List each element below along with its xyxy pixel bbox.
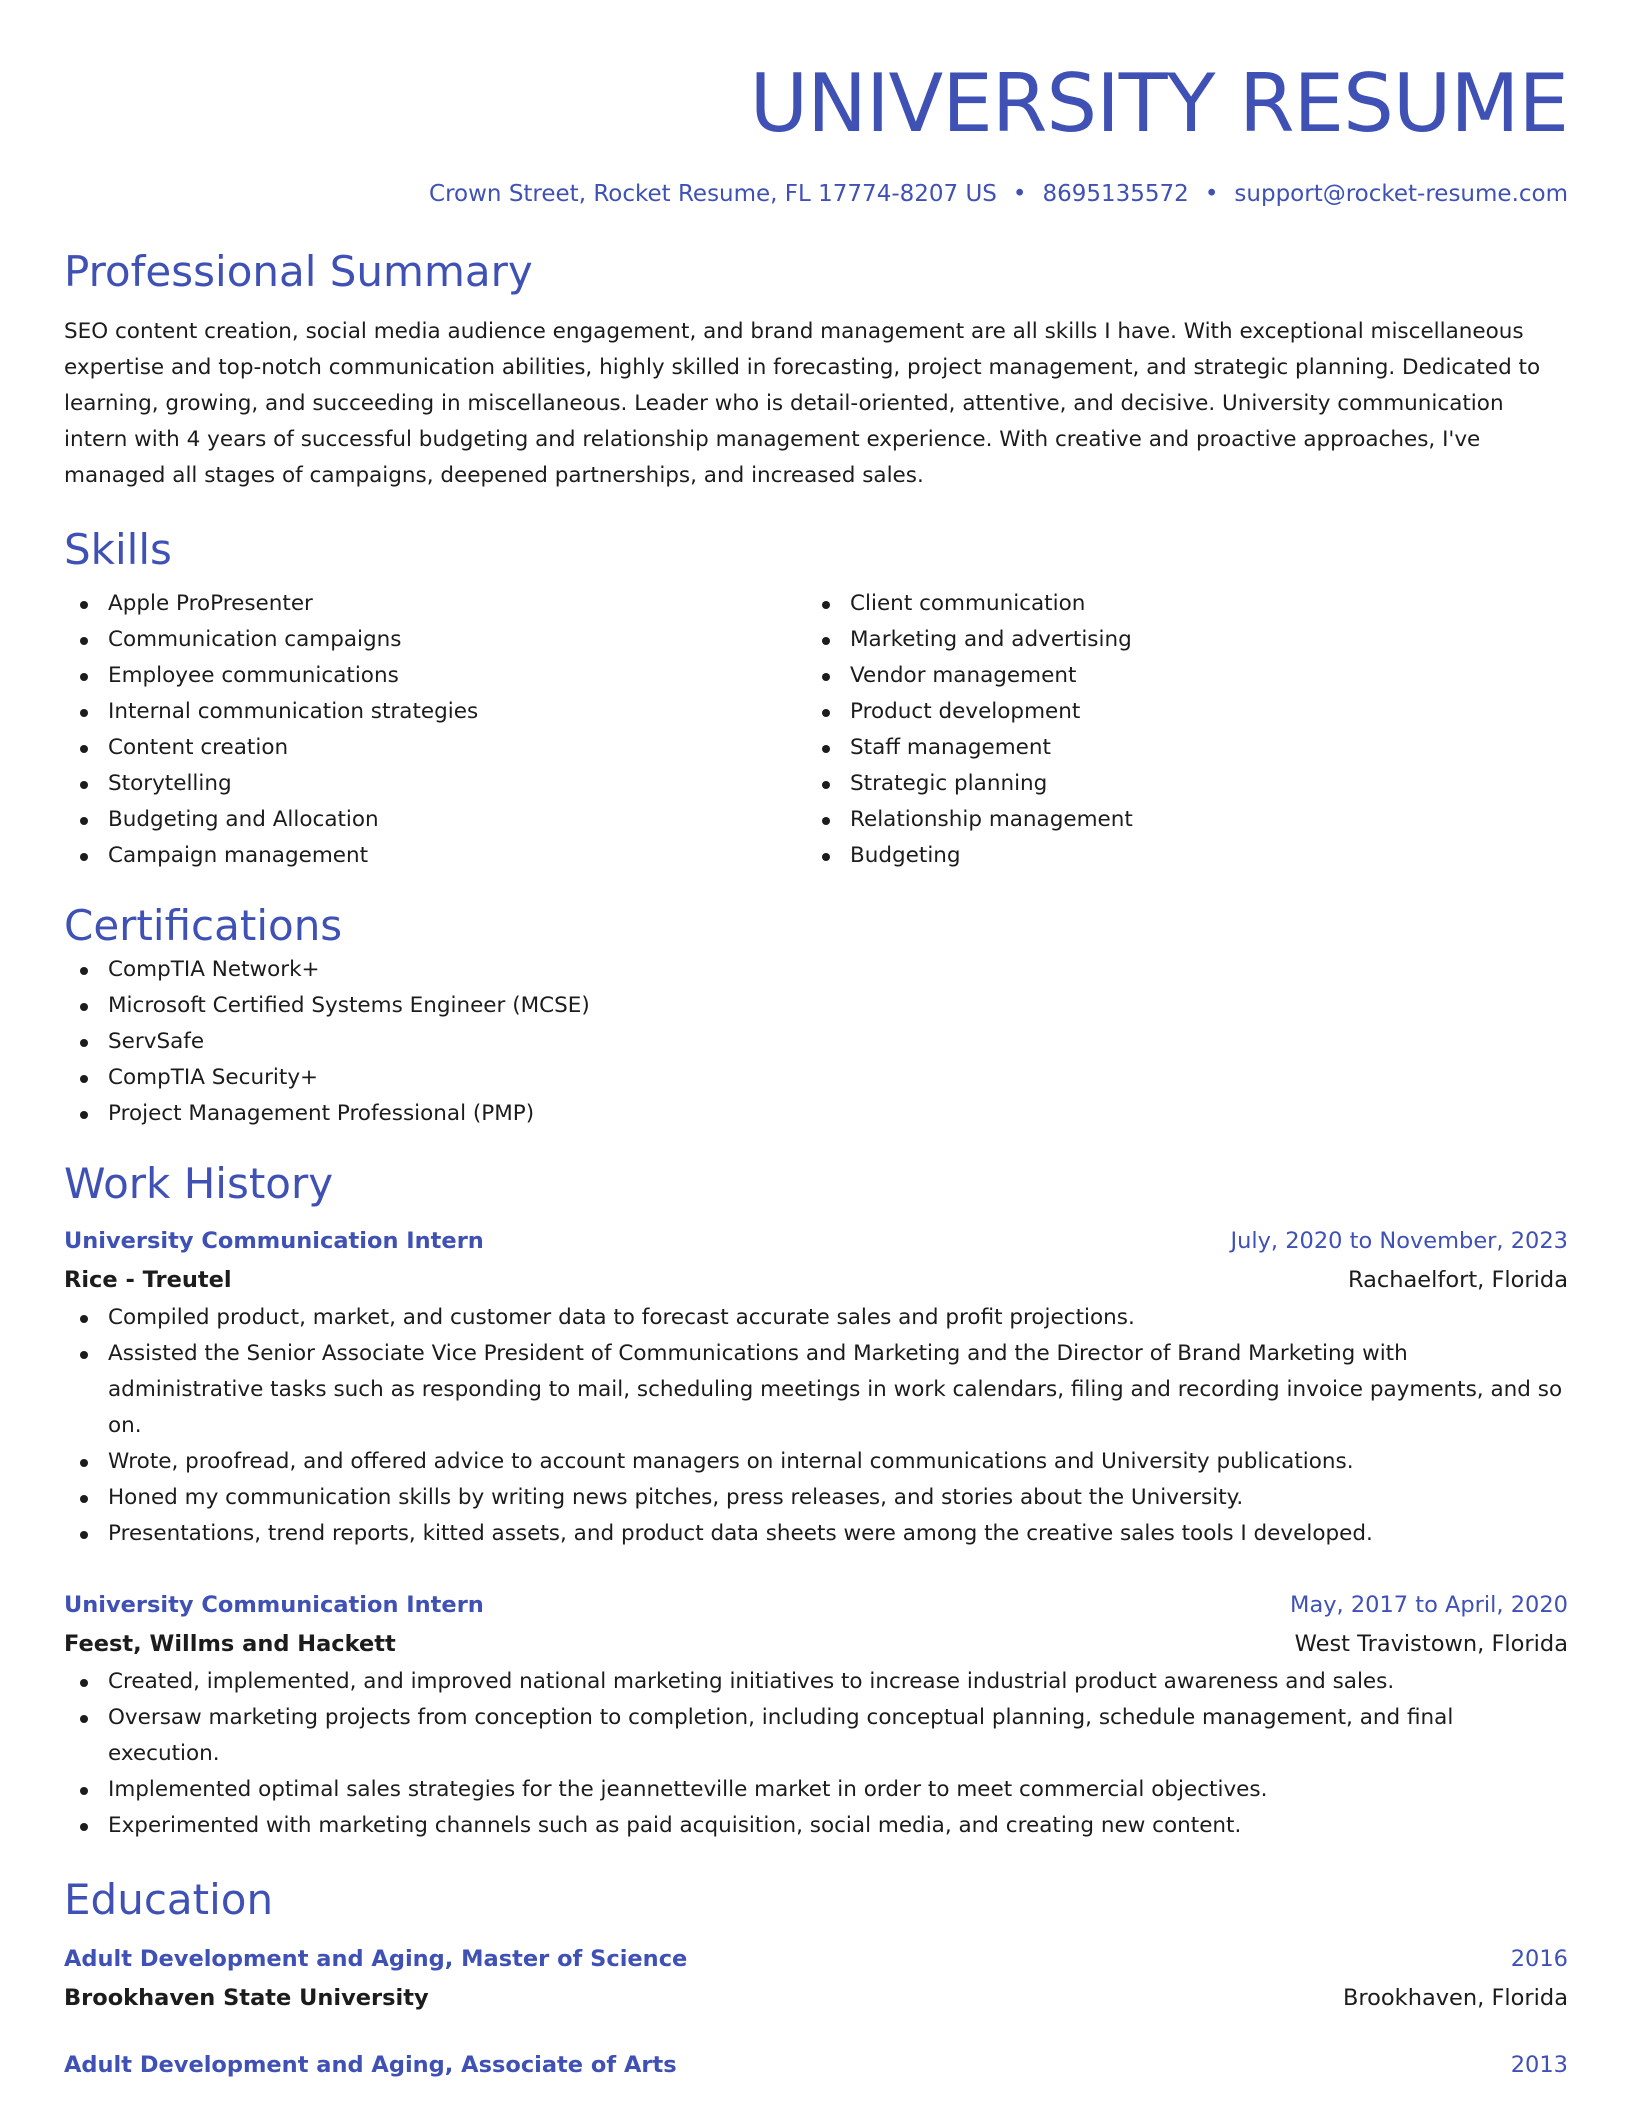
- skills-list-left: [64, 586, 806, 874]
- job-entry: [64, 1222, 1568, 1552]
- job-header-row: [64, 1586, 1568, 1624]
- email-link[interactable]: support@rocket-resume.com: [1234, 181, 1568, 207]
- job-bullet: Oversaw marketing projects from conception to completion, including conceptual planning, schedule management, and final execution.: [64, 1700, 1568, 1772]
- education-header-row: [64, 2046, 1568, 2084]
- skills-columns: [64, 586, 1568, 874]
- summary-heading: Professional Summary: [64, 247, 533, 296]
- job-location: Rachaelfort, Florida: [1347, 1267, 1568, 1293]
- skill-item: Client communication: [806, 586, 1548, 622]
- job-bullet: Experimented with marketing channels such as paid acquisition, social media, and creating new content.: [64, 1808, 1568, 1844]
- skill-item: Campaign management: [64, 838, 806, 874]
- job-dates: May, 2017 to April, 2020: [1290, 1592, 1568, 1618]
- certification-item: Project Management Professional (PMP): [64, 1096, 1568, 1132]
- skills-heading: Skills: [64, 525, 172, 574]
- job-title: University Communication Intern: [64, 1228, 484, 1254]
- skill-item: Internal communication strategies: [64, 694, 806, 730]
- work-history-heading: Work History: [64, 1159, 334, 1208]
- certification-item: CompTIA Network+: [64, 952, 1568, 988]
- summary-text: SEO content creation, social media audience engagement, and brand management are all skills I have. With exceptional miscellaneous expertise and top-notch communication abilities, highly skilled in forecasting, project management, and strategic planning. Dedicated to learning, growing, and succeeding in miscellaneous. Leader who is detail-oriented, attentive, and decisive. University communication intern with 4 years of successful budgeting and relationship management experience. With creative and proactive approaches, I've managed all stages of campaigns, deepened partnerships, and increased sales.: [64, 319, 1541, 488]
- education-school-row: [64, 1978, 1568, 2018]
- address: Crown Street, Rocket Resume, FL 17774-8207 US: [429, 181, 997, 207]
- skill-item: Communication campaigns: [64, 622, 806, 658]
- job-header-row: [64, 1222, 1568, 1260]
- resume-name: UNIVERSITY RESUME: [749, 57, 1568, 150]
- resume-page: [64, 0, 1568, 2084]
- job-bullet: Honed my communication skills by writing news pitches, press releases, and stories about the University.: [64, 1480, 1568, 1516]
- contact-separator: •: [1012, 181, 1027, 207]
- job-location: West Travistown, Florida: [1294, 1631, 1568, 1657]
- job-bullet: Wrote, proofread, and offered advice to account managers on internal communications and University publications.: [64, 1444, 1568, 1480]
- school-location: Brookhaven, Florida: [1342, 1985, 1568, 2011]
- education-header-row: [64, 1940, 1568, 1978]
- skill-item: Content creation: [64, 730, 806, 766]
- job-bullets: [64, 1300, 1568, 1552]
- job-title: University Communication Intern: [64, 1592, 484, 1618]
- certifications-heading: Certifications: [64, 901, 343, 950]
- certification-item: ServSafe: [64, 1024, 1568, 1060]
- certification-item: CompTIA Security+: [64, 1060, 1568, 1096]
- skill-item: Employee communications: [64, 658, 806, 694]
- job-bullets: [64, 1664, 1568, 1844]
- certifications-list: [64, 952, 1568, 1132]
- skill-item: Marketing and advertising: [806, 622, 1548, 658]
- contact-line: [64, 178, 1568, 210]
- skill-item: Relationship management: [806, 802, 1548, 838]
- certification-item: Microsoft Certified Systems Engineer (MCSE): [64, 988, 1568, 1024]
- job-bullet: Implemented optimal sales strategies for the jeannetteville market in order to meet commercial objectives.: [64, 1772, 1568, 1808]
- company-name: Feest, Willms and Hackett: [64, 1631, 396, 1657]
- job-entry: [64, 1586, 1568, 1844]
- degree: Adult Development and Aging, Master of Science: [64, 1946, 688, 1972]
- contact-separator: •: [1204, 181, 1219, 207]
- education-heading: Education: [64, 1875, 274, 1924]
- skill-item: Strategic planning: [806, 766, 1548, 802]
- education-entry: [64, 2046, 1568, 2084]
- skill-item: Budgeting and Allocation: [64, 802, 806, 838]
- skill-item: Apple ProPresenter: [64, 586, 806, 622]
- job-bullet: Presentations, trend reports, kitted assets, and product data sheets were among the creative sales tools I developed.: [64, 1516, 1568, 1552]
- education-entry: [64, 1940, 1568, 2018]
- skills-list-right: [806, 586, 1548, 874]
- job-bullet: Assisted the Senior Associate Vice President of Communications and Marketing and the Director of Brand Marketing with administrative tasks such as responding to mail, scheduling meetings in work calendars, filing and recording invoice payments, and so on.: [64, 1336, 1568, 1444]
- job-dates: July, 2020 to November, 2023: [1230, 1228, 1568, 1254]
- job-company-row: [64, 1260, 1568, 1300]
- graduation-year: 2013: [1510, 2052, 1568, 2078]
- degree: Adult Development and Aging, Associate of Arts: [64, 2052, 677, 2078]
- graduation-year: 2016: [1510, 1946, 1568, 1972]
- school-name: Brookhaven State University: [64, 1985, 429, 2011]
- phone: 8695135572: [1042, 181, 1189, 207]
- skill-item: Vendor management: [806, 658, 1548, 694]
- skill-item: Product development: [806, 694, 1548, 730]
- skill-item: Budgeting: [806, 838, 1548, 874]
- job-company-row: [64, 1624, 1568, 1664]
- job-bullet: Created, implemented, and improved national marketing initiatives to increase industrial product awareness and sales.: [64, 1664, 1568, 1700]
- company-name: Rice - Treutel: [64, 1267, 232, 1293]
- skill-item: Storytelling: [64, 766, 806, 802]
- job-bullet: Compiled product, market, and customer data to forecast accurate sales and profit projections.: [64, 1300, 1568, 1336]
- skill-item: Staff management: [806, 730, 1548, 766]
